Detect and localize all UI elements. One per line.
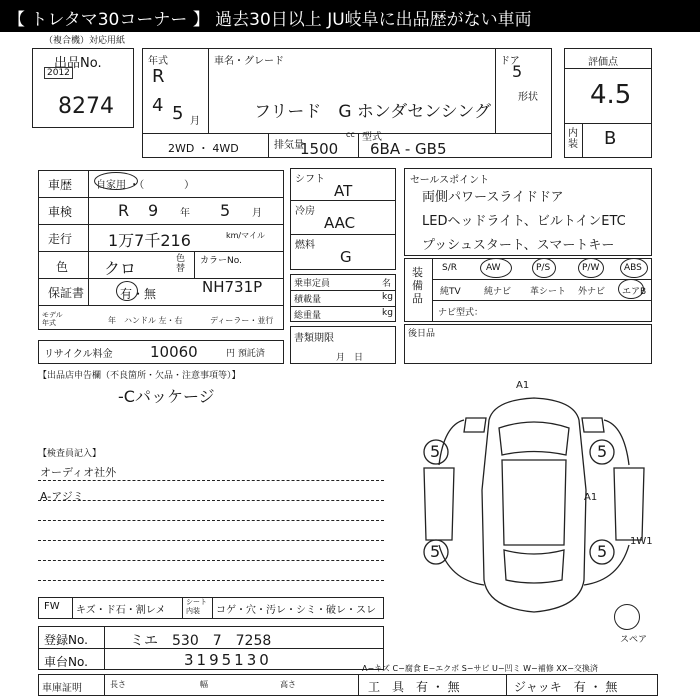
car-diagram (404, 380, 664, 630)
doors-value: 5 (512, 62, 523, 81)
lot-label: 出品No. (54, 56, 102, 71)
inspector-line-2: A-アジミ (40, 490, 84, 503)
warranty-options: 有・無 (120, 287, 157, 301)
aftermarket-label: 後日品 (408, 329, 436, 339)
lot-number: 8274 (58, 94, 114, 119)
displacement-value: 1500 (300, 140, 339, 158)
ac-value: AAC (324, 214, 356, 232)
damage-legend: A−キズ C−腐食 E−エクボ S−サビ U−凹ミ W−補修 XX−交換済 (362, 664, 598, 673)
equip-ext-navi: 外ナビ (578, 287, 606, 297)
fuel-value: G (340, 248, 352, 266)
garage-cert-label: 車庫証明 (42, 683, 82, 694)
equip-ps: P/S (536, 263, 551, 273)
docs-unit: 月 日 (336, 353, 364, 363)
sales-point-line-2: LEDヘッドライト、ビルトインETC (422, 214, 626, 229)
equip-leather: 革シート (530, 287, 567, 297)
inspection-year-unit: 年 (180, 208, 190, 219)
sales-point-line-1: 両側パワースライドドア (422, 190, 564, 205)
vehicle-name: フリード G ホンダセンシング (254, 102, 492, 122)
recycle-value: 10060 (150, 343, 198, 361)
height-label: 高さ (280, 680, 296, 689)
passengers-label: 乗車定員 (294, 279, 331, 289)
history-label: 車歴 (48, 178, 73, 192)
rating-score: 4.5 (590, 80, 632, 110)
year-label: 年式 (148, 56, 168, 67)
model-year-label: モデル年式 (42, 311, 63, 327)
sales-point-line-3: プッシュスタート、スマートキー (422, 238, 615, 253)
jack-label: ジャッキ 有 ・ 無 (514, 680, 618, 694)
shift-value: AT (334, 182, 353, 200)
recycle-label: リサイクル料金 (44, 349, 113, 360)
equipment-label: 装備品 (412, 266, 423, 305)
navi-type-label: ナビ型式： (438, 308, 484, 318)
damage-mark-right: A1 (584, 492, 598, 503)
form-sub-label: （複合機）対応用紙 (44, 36, 126, 46)
load-unit: kg (382, 292, 393, 302)
equip-tv: 純TV (440, 287, 461, 297)
equip-navi: 純ナビ (484, 287, 512, 297)
history-options: 自家用 ・（ ） (96, 180, 195, 191)
color-label: 色 (56, 260, 69, 274)
chassis-value: 3195130 (184, 651, 272, 669)
equip-airbag: エアB (622, 287, 647, 297)
passengers-unit: 名 (382, 279, 392, 289)
docs-label: 書類期限 (294, 333, 334, 344)
registration-value: ミエ 530 7 7258 (130, 633, 272, 649)
header-banner-text: 【 トレタマ30コーナー 】 過去30日以上 JU岐阜に出品歴がない車両 (8, 10, 532, 30)
declaration-text: -Cパッケージ (118, 387, 215, 406)
month-value: 5 (172, 103, 184, 124)
mileage-unit: km/マイル (226, 231, 265, 240)
inspection-month-unit: 月 (252, 208, 262, 219)
equip-abs: ABS (624, 263, 642, 273)
year-value: 4 (152, 95, 164, 116)
doors-label: ドア (500, 56, 520, 67)
seat-text: コゲ・穴・汚レ・シミ・破レ・スレ (216, 605, 376, 616)
equip-aw: AW (486, 263, 501, 273)
inspection-year: 9 (148, 201, 159, 220)
length-label: 長さ (110, 680, 126, 689)
cc-unit: cc (346, 130, 355, 139)
color-value: クロ (104, 259, 137, 278)
warranty-label: 保証書 (48, 286, 85, 300)
fuel-label: 燃料 (295, 240, 315, 251)
interior-label: 内装 (568, 128, 578, 150)
gross-unit: kg (382, 308, 393, 318)
dealer-label: ディーラー・並行 (210, 316, 274, 325)
ac-label: 冷房 (295, 206, 315, 217)
damage-mark-rear: 1W1 (630, 536, 653, 547)
model-year-unit: 年 (108, 316, 116, 325)
seat-label: シート内装 (186, 598, 207, 615)
inspection-era: R (118, 201, 130, 220)
registration-label: 登録No. (44, 633, 88, 647)
declaration-label: 【出品店申告欄（不良箇所・欠品・注意事項等）】 (38, 371, 241, 381)
tire-value-fl: 5 (430, 442, 441, 461)
color-code-label: カラーNo. (200, 256, 242, 266)
shift-label: シフト (295, 174, 325, 185)
tire-value-rl: 5 (430, 542, 441, 561)
year-era: R (152, 66, 165, 87)
tire-value-rr: 5 (597, 542, 608, 561)
equip-pw: P/W (582, 263, 600, 273)
handle-label: ハンドル 左・右 (124, 316, 183, 325)
damage-mark-front: A1 (516, 380, 530, 391)
inspection-label: 車検 (48, 205, 73, 219)
name-label: 車名・グレード (214, 56, 284, 67)
month-unit: 月 (190, 116, 200, 127)
rating-label: 評価点 (588, 57, 618, 68)
color-code: NH731P (202, 278, 263, 296)
model-label: 型式 (362, 132, 382, 143)
color-change-label: 色替 (176, 254, 186, 274)
body-label: 形状 (518, 92, 538, 103)
drive-label: 2WD ・ 4WD (168, 142, 239, 155)
spare-label: スペア (620, 635, 648, 645)
mileage-value: 1万7千216 (108, 231, 191, 250)
lot-year-tag: 2012 (44, 67, 73, 79)
chassis-label: 車台No. (44, 655, 88, 669)
mileage-label: 走行 (48, 232, 73, 246)
load-label: 積載量 (294, 295, 322, 305)
width-label: 幅 (200, 680, 208, 689)
floor-label: FW (44, 601, 60, 612)
floor-text: キズ・ド石・割レメ (76, 605, 166, 616)
recycle-unit: 円 預託済 (226, 349, 265, 359)
inspector-label: 【検査員記入】 (38, 449, 102, 459)
aftermarket-box (404, 324, 652, 364)
tools-label: 工 具 有 ・ 無 (368, 680, 460, 694)
equip-sr: S/R (442, 263, 457, 273)
inspector-line-1: オーディオ社外 (40, 466, 117, 479)
model-value: 6BA - GB5 (370, 140, 447, 158)
tire-value-fr: 5 (597, 442, 608, 461)
interior-value: B (604, 128, 617, 149)
inspection-month: 5 (220, 201, 231, 220)
displacement-label: 排気量 (274, 140, 304, 151)
gross-label: 総重量 (294, 311, 322, 321)
spare-tire-icon (614, 604, 640, 630)
sales-points-label: セールスポイント (410, 175, 490, 186)
